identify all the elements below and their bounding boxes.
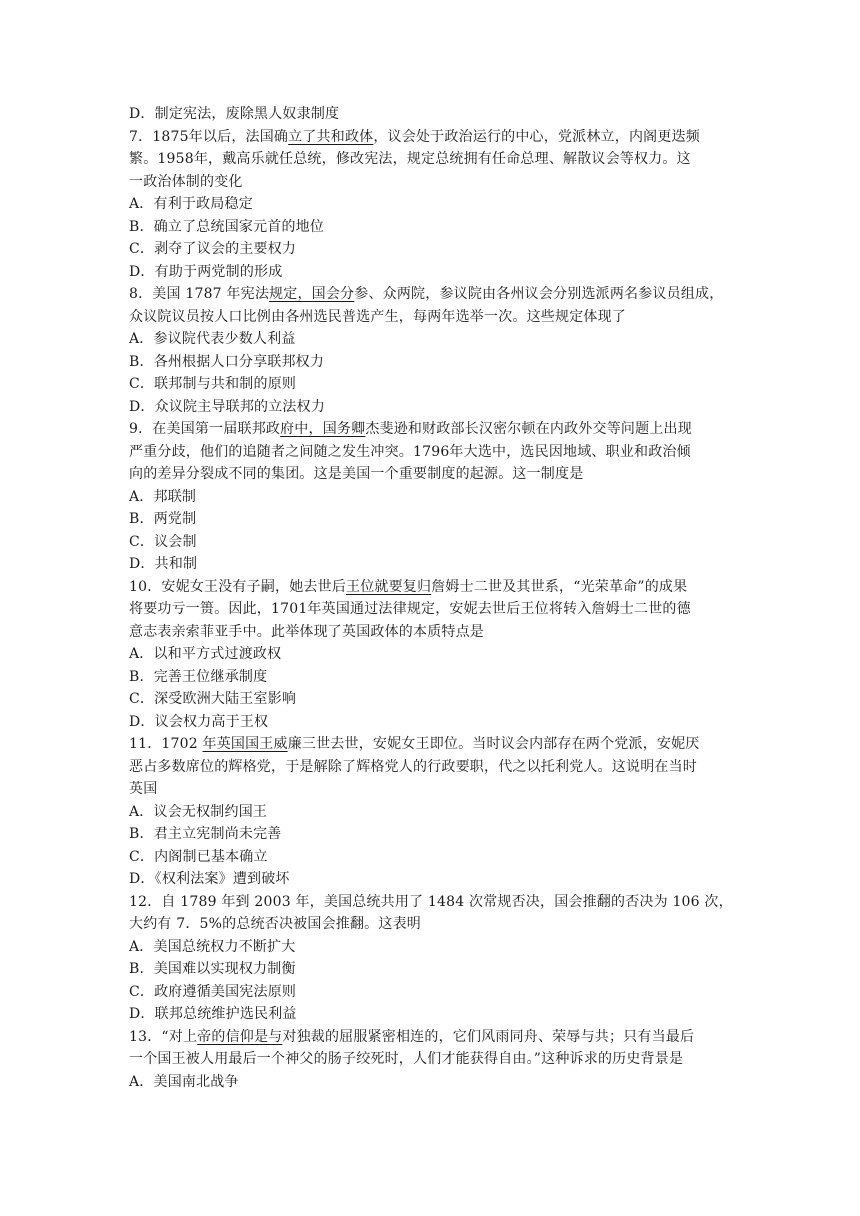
option-line: C．内阁制已基本确立: [129, 848, 268, 865]
option-line: B．确立了总统国家元首的地位: [129, 218, 325, 235]
option-line: A．美国总统权力不断扩大: [129, 938, 296, 955]
text-line: 英国: [129, 781, 158, 797]
question-7-stem: 7．1875年以后，法国确立了共和政体，议会处于政治运行的中心，党派林立，内阁更迭频: [129, 128, 700, 145]
option-line: A．邦联制: [129, 488, 197, 505]
question-12-stem: 12．自 1789 年到 2003 年，美国总统共用了 1484 次常规否决，国会推翻的否决为 106 次，: [129, 893, 733, 910]
text-line: 严重分歧，他们的追随者之间随之发生冲突。1796年大选中，选民因地域、职业和政治倾: [129, 443, 691, 460]
text-line: 将要功亏一篑。因此，1701年英国通过法律规定，安妮去世后王位将转入詹姆士二世的德: [129, 601, 691, 617]
text-line: 恶占多数席位的辉格党，于是解除了辉格党人的行政要职，代之以托利党人。这说明在当时: [129, 758, 697, 775]
text-line: 繁。1958年，戴高乐就任总统，修改宪法，规定总统拥有任命总理、解散议会等权力。这: [129, 151, 691, 167]
option-line: A．美国南北战争: [129, 1073, 239, 1090]
option-line: D．有助于两党制的形成: [129, 263, 283, 280]
text-line: 一个国王被人用最后一个神父的肠子绞死时，人们才能获得自由。”这种诉求的历史背景是: [129, 1051, 684, 1067]
option-line: B．君主立宪制尚未完善: [129, 826, 282, 842]
option-line: B．美国难以实现权力制衡: [129, 961, 296, 977]
option-line: B．各州根据人口分享联邦权力: [129, 353, 325, 370]
option-line: A．参议院代表少数人利益: [129, 331, 296, 347]
text-line: 大约有 7．5%的总统否决被国会推翻。这表明: [129, 916, 421, 932]
option-line: B．两党制: [129, 511, 197, 527]
question-9-stem: 9．在美国第一届联邦政府中，国务卿杰斐逊和财政部长汉密尔顿在内政外交等问题上出现: [129, 421, 692, 437]
option-line: B．完善王位继承制度: [129, 668, 268, 685]
option-line: D．众议院主导联邦的立法权力: [129, 398, 326, 415]
question-8-stem: 8．美国 1787 年宪法规定，国会分参、众两院，参议院由各州议会分别选派两名参议员组成，: [129, 286, 724, 302]
option-line: D．《权利法案》遭到破坏: [129, 871, 290, 887]
question-11-stem: 11．1702 年英国国王威廉三世去世，安妮女王即位。当时议会内部存在两个党派，安妮厌: [129, 736, 700, 752]
text-line: 众议院议员按人口比例由各州选民普选产生，每两年选举一次。这些规定体现了: [129, 308, 626, 325]
option-line: C．深受欧洲大陆王室影响: [129, 691, 297, 707]
question-10-stem: 10．安妮女王没有子嗣，她去世后王位就要复归詹姆士二世及其世系，“光荣革命”的成果: [129, 578, 688, 595]
option-line: C．议会制: [129, 533, 197, 550]
option-line: D．联邦总统维护选民利益: [129, 1006, 297, 1022]
text-line: 向的差异分裂成不同的集团。这是美国一个重要制度的起源。这一制度是: [129, 466, 584, 482]
question-13-stem: 13．“对上帝的信仰是与对独裁的屈服紧密相连的，它们风雨同舟、荣辱与共；只有当最后: [129, 1028, 695, 1045]
option-line: A．有利于政局稳定: [129, 196, 253, 212]
option-line: D．共和制: [129, 556, 198, 572]
option-line: C．联邦制与共和制的原则: [129, 376, 297, 392]
option-line: C．剥夺了议会的主要权力: [129, 241, 297, 257]
document-page: [129, 103, 734, 1093]
text-line: D．制定宪法，废除黑人奴隶制度: [129, 106, 340, 122]
option-line: C．政府遵循美国宪法原则: [129, 983, 297, 1000]
option-line: A．议会无权制约国王: [129, 803, 268, 820]
text-line: 意志表亲索菲亚手中。此举体现了英国政体的本质特点是: [129, 623, 484, 640]
option-line: D．议会权力高于王权: [129, 713, 269, 730]
option-line: A．以和平方式过渡政权: [129, 646, 282, 662]
text-line: 一政治体制的变化: [129, 173, 243, 190]
